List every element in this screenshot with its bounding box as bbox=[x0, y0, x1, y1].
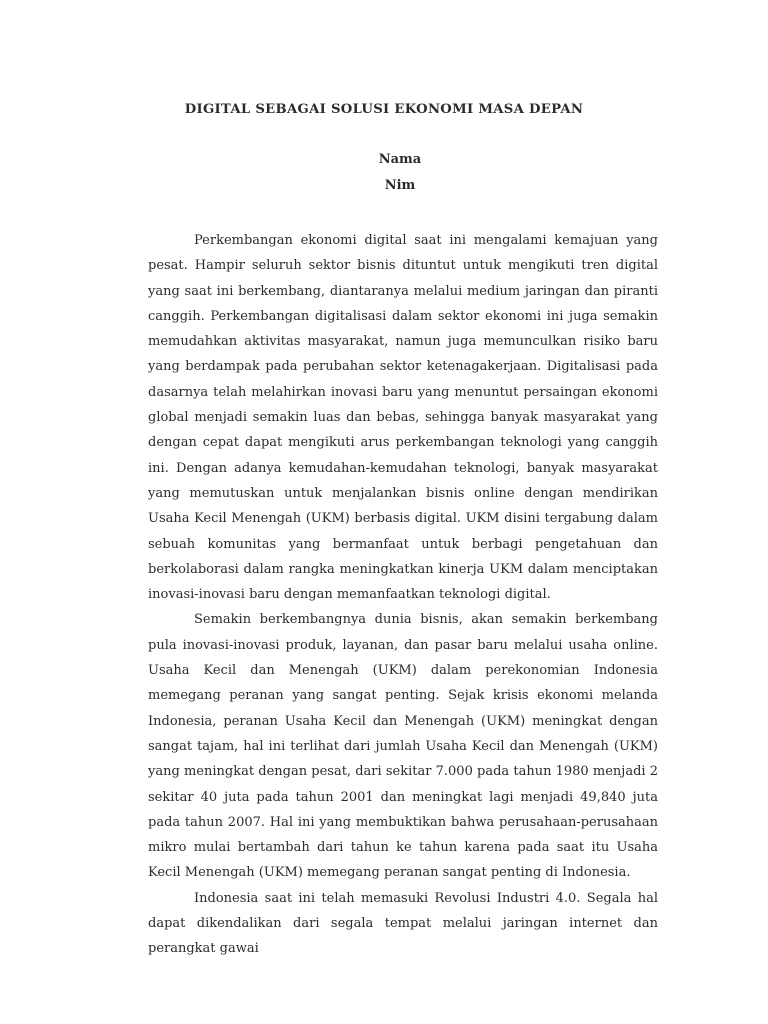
author-name: Nama bbox=[378, 152, 422, 167]
paragraph-3: Indonesia saat ini telah memasuki Revolusi Industri 4.0. Segala hal dapat dikendalikan dari segala tempat melalui jaringan internet dan perangkat gawai bbox=[148, 890, 658, 957]
author-id: Nim bbox=[384, 178, 416, 193]
paragraph-1: Perkembangan ekonomi digital saat ini mengalami kemajuan yang pesat. Hampir seluruh sektor bisnis dituntut untuk mengikuti tren digital yang saat ini berkembang, diantaranya melalui medium jaringan dan piranti canggih. Perkembangan digitalisasi dalam sektor ekonomi ini juga semakin memudahkan aktivitas masyarakat, namun juga memunculkan risiko baru yang berdampak pada perubahan sektor ketenagakerjaan. Digitalisasi pada dasarnya telah melahirkan inovasi baru yang menuntut persaingan ekonomi global menjadi semakin luas dan bebas, sehingga banyak masyarakat yang dengan cepat dapat mengikuti arus perkembangan teknologi yang canggih ini. Dengan adanya kemudahan-kemudahan teknologi, banyak masyarakat yang memutuskan untuk menjalankan bisnis online dengan mendirikan Usaha Kecil Menengah (UKM) berbasis digital. UKM disini tergabung dalam sebuah komunitas yang bermanfaat untuk berbagi pengetahuan dan berkolaborasi dalam rangka meningkatkan kinerja UKM dalam menciptakan inovasi-inovasi baru dengan memanfaatkan teknologi digital. bbox=[148, 233, 658, 603]
document-title: DIGITAL SEBAGAI SOLUSI EKONOMI MASA DEPAN bbox=[184, 102, 584, 117]
document-body bbox=[148, 228, 658, 962]
paragraph-2: Semakin berkembangnya dunia bisnis, akan semakin berkembang pula inovasi-inovasi produk, layanan, dan pasar baru melalui usaha online. Usaha Kecil dan Menengah (UKM) dalam perekonomian Indonesia memegang peranan yang sangat penting. Sejak krisis ekonomi melanda Indonesia, peranan Usaha Kecil dan Menengah (UKM) meningkat dengan sangat tajam, hal ini terlihat dari jumlah Usaha Kecil dan Menengah (UKM) yang meningkat dengan pesat, dari sekitar 7.000 pada tahun 1980 menjadi 2 sekitar 40 juta pada tahun 2001 dan meningkat lagi menjadi 49,840 juta pada tahun 2007. Hal ini yang membuktikan bahwa perusahaan-perusahaan mikro mulai bertambah dari tahun ke tahun karena pada saat itu Usaha Kecil Menengah (UKM) memegang peranan sangat penting di Indonesia. bbox=[148, 612, 658, 881]
